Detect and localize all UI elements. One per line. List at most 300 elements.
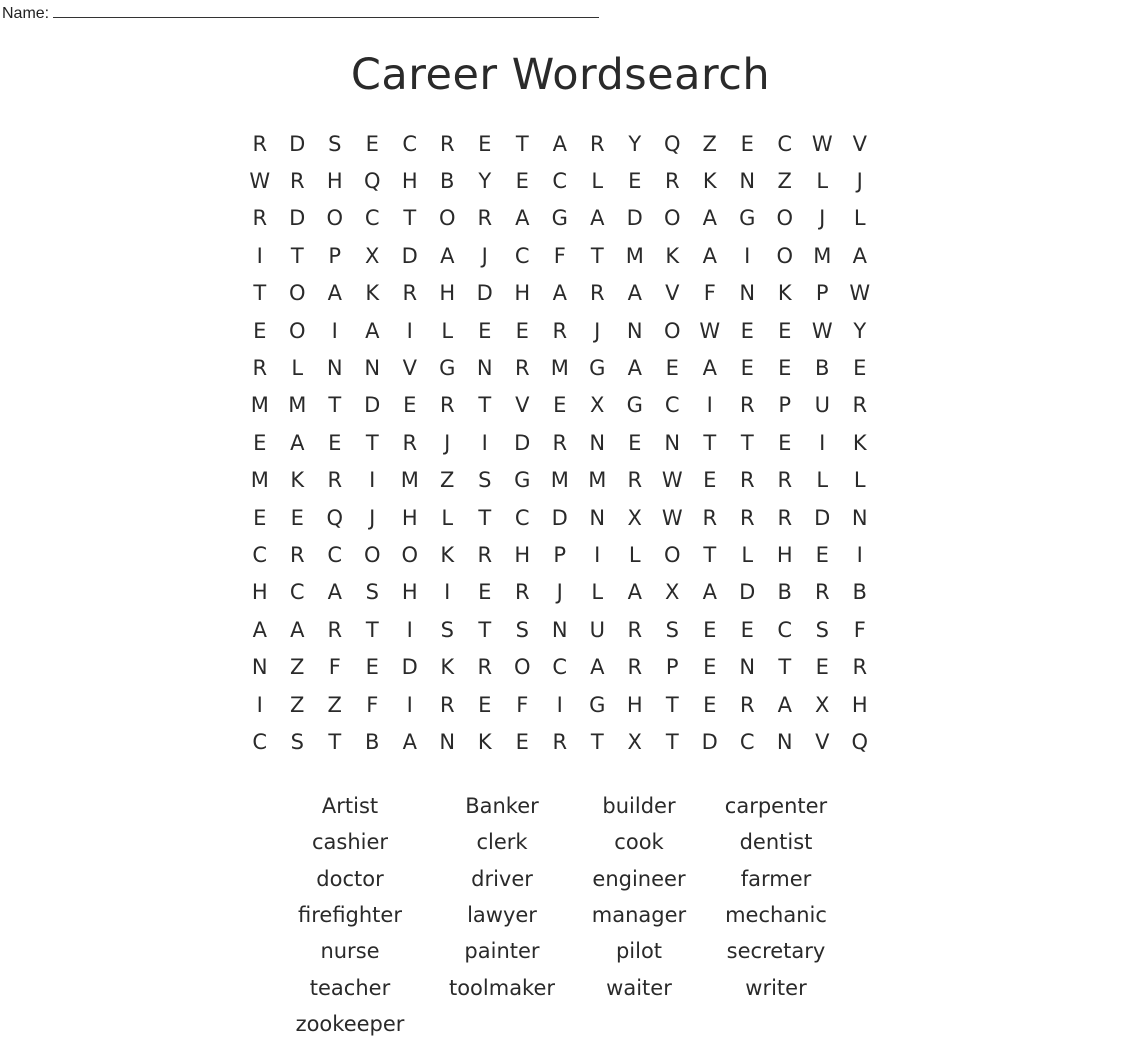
word-list-item: engineer <box>592 866 686 891</box>
grid-letter: L <box>441 318 454 343</box>
grid-letter: T <box>253 281 267 306</box>
grid-letter: A <box>852 243 867 268</box>
grid-letter: T <box>478 617 492 642</box>
grid-letter: P <box>815 281 829 306</box>
grid-letter: X <box>365 243 380 268</box>
grid-letter: R <box>777 468 793 493</box>
grid-letter: R <box>702 505 718 530</box>
grid-letter: E <box>815 655 829 680</box>
grid-letter: W <box>811 131 833 156</box>
word-list <box>270 788 848 1042</box>
grid-letter: D <box>401 243 418 268</box>
word-list-item: toolmaker <box>448 975 556 1000</box>
grid-letter: H <box>401 169 418 194</box>
grid-letter: G <box>589 692 606 717</box>
grid-letter: E <box>703 468 717 493</box>
grid-letter: O <box>663 318 681 343</box>
grid-letter: N <box>326 356 343 381</box>
grid-letter: R <box>739 393 755 418</box>
grid-letter: I <box>481 430 488 455</box>
grid-letter: E <box>403 393 417 418</box>
grid-letter: N <box>739 281 756 306</box>
grid-letter: M <box>588 468 607 493</box>
grid-letter: R <box>852 655 868 680</box>
grid-letter: Z <box>327 692 342 717</box>
grid-letter: V <box>665 281 680 306</box>
grid-letter: L <box>441 505 454 530</box>
grid-letter: R <box>439 692 455 717</box>
grid-letter: N <box>589 430 606 455</box>
grid-letter: R <box>402 281 418 306</box>
grid-letter: E <box>740 617 754 642</box>
grid-letter: K <box>440 542 455 567</box>
grid-letter: A <box>702 206 717 231</box>
grid-letter: M <box>813 243 832 268</box>
name-blank-line[interactable] <box>53 3 599 18</box>
grid-letter: V <box>815 729 830 754</box>
grid-letter: D <box>626 206 643 231</box>
grid-letter: T <box>778 655 792 680</box>
grid-letter: T <box>365 617 379 642</box>
grid-letter: E <box>665 356 679 381</box>
letter-grid <box>241 125 879 761</box>
grid-letter: H <box>626 692 643 717</box>
grid-letter: T <box>328 729 342 754</box>
grid-letter: T <box>515 131 529 156</box>
grid-letter: T <box>665 692 679 717</box>
grid-letter: F <box>703 281 716 306</box>
grid-letter: L <box>591 580 604 605</box>
grid-letter: H <box>326 169 343 194</box>
word-list-item: writer <box>745 975 807 1000</box>
grid-letter: Z <box>290 692 305 717</box>
grid-letter: S <box>440 617 454 642</box>
grid-letter: R <box>664 169 680 194</box>
grid-letter: C <box>739 729 755 754</box>
grid-letter: C <box>252 729 268 754</box>
grid-letter: R <box>477 206 493 231</box>
grid-letter: P <box>778 393 792 418</box>
grid-letter: A <box>590 206 605 231</box>
grid-letter: X <box>815 692 830 717</box>
grid-letter: K <box>665 243 680 268</box>
word-list-item: carpenter <box>724 794 828 819</box>
grid-letter: Q <box>663 131 681 156</box>
word-list-item: Artist <box>321 794 379 819</box>
grid-letter: M <box>250 393 269 418</box>
grid-letter: A <box>402 729 417 754</box>
grid-letter: V <box>402 356 417 381</box>
grid-letter: R <box>327 617 343 642</box>
word-list-item: Banker <box>465 794 539 819</box>
grid-letter: R <box>514 580 530 605</box>
grid-letter: C <box>777 617 793 642</box>
grid-letter: Z <box>702 131 717 156</box>
grid-letter: A <box>777 692 792 717</box>
grid-letter: L <box>291 356 304 381</box>
grid-letter: R <box>852 393 868 418</box>
grid-letter: C <box>552 655 568 680</box>
grid-letter: N <box>664 430 681 455</box>
grid-letter: Z <box>290 655 305 680</box>
grid-letter: E <box>778 318 792 343</box>
grid-letter: N <box>851 505 868 530</box>
grid-letter: F <box>853 617 866 642</box>
grid-letter: E <box>853 356 867 381</box>
grid-letter: Z <box>777 169 792 194</box>
grid-letter: R <box>739 505 755 530</box>
grid-letter: D <box>289 206 306 231</box>
grid-letter: R <box>514 356 530 381</box>
word-list-item: mechanic <box>725 903 827 928</box>
grid-letter: D <box>289 131 306 156</box>
grid-letter: H <box>401 580 418 605</box>
grid-letter: K <box>365 281 380 306</box>
grid-letter: T <box>478 505 492 530</box>
grid-letter: G <box>626 393 643 418</box>
grid-letter: I <box>444 580 451 605</box>
grid-letter: S <box>478 468 492 493</box>
grid-letter: K <box>290 468 305 493</box>
grid-letter: A <box>627 281 642 306</box>
grid-letter: H <box>851 692 868 717</box>
grid-letter: D <box>514 430 531 455</box>
grid-letter: M <box>250 468 269 493</box>
grid-letter: J <box>369 505 376 530</box>
grid-letter: C <box>552 169 568 194</box>
word-list-item: doctor <box>316 866 384 891</box>
word-list-item: secretary <box>726 939 826 964</box>
word-list-item: clerk <box>476 830 528 855</box>
grid-letter: E <box>253 505 267 530</box>
grid-letter: O <box>663 542 681 567</box>
grid-letter: R <box>402 430 418 455</box>
grid-letter: H <box>401 505 418 530</box>
word-list-item: driver <box>471 866 533 891</box>
grid-letter: N <box>626 318 643 343</box>
grid-letter: B <box>815 356 830 381</box>
grid-letter: S <box>290 729 304 754</box>
grid-letter: R <box>739 468 755 493</box>
grid-letter: R <box>552 729 568 754</box>
grid-letter: O <box>401 542 419 567</box>
word-list-item: cashier <box>311 830 389 855</box>
grid-letter: X <box>665 580 680 605</box>
grid-letter: I <box>594 542 601 567</box>
grid-letter: R <box>252 206 268 231</box>
grid-letter: R <box>589 131 605 156</box>
grid-letter: N <box>551 617 568 642</box>
grid-letter: R <box>477 542 493 567</box>
grid-letter: W <box>699 318 721 343</box>
word-list-item: farmer <box>740 866 812 891</box>
grid-letter: J <box>481 243 488 268</box>
grid-letter: I <box>406 692 413 717</box>
grid-letter: P <box>553 542 567 567</box>
grid-letter: A <box>590 655 605 680</box>
grid-letter: L <box>591 169 604 194</box>
grid-letter: E <box>740 131 754 156</box>
grid-letter: B <box>852 580 867 605</box>
grid-letter: A <box>290 430 305 455</box>
grid-letter: L <box>816 468 829 493</box>
grid-letter: Z <box>440 468 455 493</box>
grid-letter: F <box>366 692 379 717</box>
word-list-item: manager <box>591 903 687 928</box>
grid-letter: K <box>477 729 492 754</box>
grid-letter: P <box>665 655 679 680</box>
grid-letter: P <box>328 243 342 268</box>
grid-letter: E <box>253 318 267 343</box>
grid-letter: E <box>515 169 529 194</box>
grid-letter: D <box>551 505 568 530</box>
grid-letter: E <box>553 393 567 418</box>
grid-letter: N <box>439 729 456 754</box>
grid-letter: X <box>590 393 605 418</box>
grid-letter: W <box>811 318 833 343</box>
grid-letter: N <box>739 169 756 194</box>
grid-letter: T <box>403 206 417 231</box>
grid-letter: C <box>402 131 418 156</box>
grid-letter: C <box>252 542 268 567</box>
grid-letter: U <box>814 393 830 418</box>
grid-letter: D <box>401 655 418 680</box>
word-list-item: zookeeper <box>295 1011 405 1036</box>
grid-letter: H <box>776 542 793 567</box>
grid-letter: A <box>702 243 717 268</box>
grid-letter: R <box>252 356 268 381</box>
grid-letter: E <box>778 430 792 455</box>
grid-letter: E <box>515 729 529 754</box>
grid-letter: E <box>478 692 492 717</box>
grid-letter: C <box>364 206 380 231</box>
grid-letter: R <box>439 393 455 418</box>
grid-letter: I <box>331 318 338 343</box>
grid-letter: I <box>706 393 713 418</box>
word-list-item: dentist <box>739 830 813 855</box>
grid-letter: I <box>406 318 413 343</box>
grid-letter: V <box>852 131 867 156</box>
grid-letter: R <box>814 580 830 605</box>
grid-letter: I <box>556 692 563 717</box>
grid-letter: C <box>664 393 680 418</box>
grid-letter: I <box>369 468 376 493</box>
grid-letter: S <box>328 131 342 156</box>
grid-letter: S <box>365 580 379 605</box>
name-field[interactable] <box>2 3 599 23</box>
grid-letter: E <box>478 318 492 343</box>
word-list-item: waiter <box>606 975 672 1000</box>
grid-letter: E <box>478 580 492 605</box>
grid-letter: A <box>252 617 267 642</box>
grid-letter: H <box>514 281 531 306</box>
grid-letter: O <box>776 206 794 231</box>
grid-letter: J <box>444 430 451 455</box>
grid-letter: E <box>515 318 529 343</box>
grid-letter: A <box>327 281 342 306</box>
grid-letter: O <box>513 655 531 680</box>
grid-letter: K <box>440 655 455 680</box>
grid-letter: E <box>628 169 642 194</box>
grid-letter: B <box>365 729 380 754</box>
grid-letter: H <box>514 542 531 567</box>
grid-letter: M <box>550 356 569 381</box>
grid-letter: O <box>438 206 456 231</box>
grid-letter: W <box>249 169 271 194</box>
grid-letter: J <box>819 206 826 231</box>
grid-letter: S <box>515 617 529 642</box>
grid-letter: G <box>551 206 568 231</box>
grid-letter: A <box>552 281 567 306</box>
grid-letter: D <box>739 580 756 605</box>
grid-letter: G <box>589 356 606 381</box>
grid-letter: R <box>477 655 493 680</box>
grid-letter: I <box>856 542 863 567</box>
grid-letter: H <box>439 281 456 306</box>
grid-letter: L <box>816 169 829 194</box>
grid-letter: L <box>853 206 866 231</box>
grid-letter: D <box>814 505 831 530</box>
grid-letter: E <box>478 131 492 156</box>
grid-letter: N <box>739 655 756 680</box>
grid-letter: L <box>628 542 641 567</box>
grid-letter: E <box>740 318 754 343</box>
word-list-item: pilot <box>615 939 663 964</box>
grid-letter: I <box>256 243 263 268</box>
name-label: Name: <box>2 5 50 22</box>
grid-letter: E <box>703 692 717 717</box>
word-list-item: builder <box>602 794 676 819</box>
grid-letter: T <box>665 729 679 754</box>
grid-letter: T <box>703 430 717 455</box>
word-list-item: nurse <box>320 939 380 964</box>
grid-letter: A <box>327 580 342 605</box>
grid-letter: A <box>627 356 642 381</box>
grid-letter: Y <box>628 131 642 156</box>
grid-letter: C <box>777 131 793 156</box>
grid-letter: E <box>778 356 792 381</box>
grid-letter: R <box>289 542 305 567</box>
grid-letter: E <box>365 131 379 156</box>
grid-letter: E <box>365 655 379 680</box>
grid-letter: D <box>364 393 381 418</box>
grid-letter: I <box>256 692 263 717</box>
grid-letter: X <box>627 505 642 530</box>
grid-letter: R <box>439 131 455 156</box>
grid-letter: A <box>552 131 567 156</box>
grid-letter: E <box>703 655 717 680</box>
grid-letter: T <box>365 430 379 455</box>
grid-letter: F <box>553 243 566 268</box>
grid-letter: F <box>516 692 529 717</box>
grid-letter: I <box>406 617 413 642</box>
grid-letter: W <box>849 281 871 306</box>
word-list-item: lawyer <box>467 903 537 928</box>
grid-letter: A <box>515 206 530 231</box>
grid-letter: S <box>665 617 679 642</box>
grid-letter: V <box>515 393 530 418</box>
grid-letter: Q <box>363 169 381 194</box>
grid-letter: E <box>703 617 717 642</box>
grid-letter: B <box>440 169 455 194</box>
grid-letter: A <box>702 580 717 605</box>
grid-letter: C <box>514 243 530 268</box>
grid-letter: T <box>590 243 604 268</box>
grid-letter: E <box>290 505 304 530</box>
grid-letter: S <box>815 617 829 642</box>
grid-letter: A <box>365 318 380 343</box>
grid-letter: W <box>661 468 683 493</box>
grid-letter: G <box>739 206 756 231</box>
grid-letter: M <box>400 468 419 493</box>
grid-letter: E <box>253 430 267 455</box>
grid-letter: K <box>777 281 792 306</box>
word-list-item: firefighter <box>298 903 402 928</box>
grid-letter: U <box>589 617 605 642</box>
grid-letter: R <box>552 430 568 455</box>
grid-letter: D <box>701 729 718 754</box>
word-list-item: cook <box>614 830 664 855</box>
grid-letter: A <box>627 580 642 605</box>
grid-letter: E <box>328 430 342 455</box>
grid-letter: T <box>590 729 604 754</box>
grid-letter: O <box>776 243 794 268</box>
page-title: Career Wordsearch <box>350 50 771 100</box>
grid-letter: C <box>289 580 305 605</box>
grid-letter: Q <box>851 729 869 754</box>
grid-letter: G <box>439 356 456 381</box>
grid-letter: E <box>740 356 754 381</box>
grid-letter: F <box>328 655 341 680</box>
grid-letter: D <box>476 281 493 306</box>
grid-letter: R <box>627 468 643 493</box>
grid-letter: L <box>741 542 754 567</box>
grid-letter: N <box>776 729 793 754</box>
grid-letter: A <box>702 356 717 381</box>
grid-letter: X <box>627 729 642 754</box>
grid-letter: N <box>364 356 381 381</box>
grid-letter: K <box>702 169 717 194</box>
grid-letter: O <box>363 542 381 567</box>
grid-letter: A <box>440 243 455 268</box>
grid-letter: M <box>625 243 644 268</box>
grid-letter: K <box>852 430 867 455</box>
grid-letter: J <box>556 580 563 605</box>
grid-letter: O <box>288 281 306 306</box>
grid-letter: R <box>627 617 643 642</box>
grid-letter: I <box>744 243 751 268</box>
grid-letter: J <box>594 318 601 343</box>
grid-letter: O <box>288 318 306 343</box>
grid-letter: M <box>550 468 569 493</box>
grid-letter: I <box>819 430 826 455</box>
grid-letter: A <box>290 617 305 642</box>
grid-letter: Q <box>326 505 344 530</box>
grid-letter: L <box>853 468 866 493</box>
word-list-item: painter <box>464 939 540 964</box>
grid-letter: T <box>478 393 492 418</box>
grid-letter: E <box>815 542 829 567</box>
grid-letter: R <box>289 169 305 194</box>
grid-letter: Y <box>478 169 492 194</box>
grid-letter: M <box>288 393 307 418</box>
grid-letter: R <box>327 468 343 493</box>
grid-letter: T <box>703 542 717 567</box>
grid-letter: C <box>327 542 343 567</box>
grid-letter: T <box>328 393 342 418</box>
grid-letter: H <box>251 580 268 605</box>
grid-letter: R <box>589 281 605 306</box>
